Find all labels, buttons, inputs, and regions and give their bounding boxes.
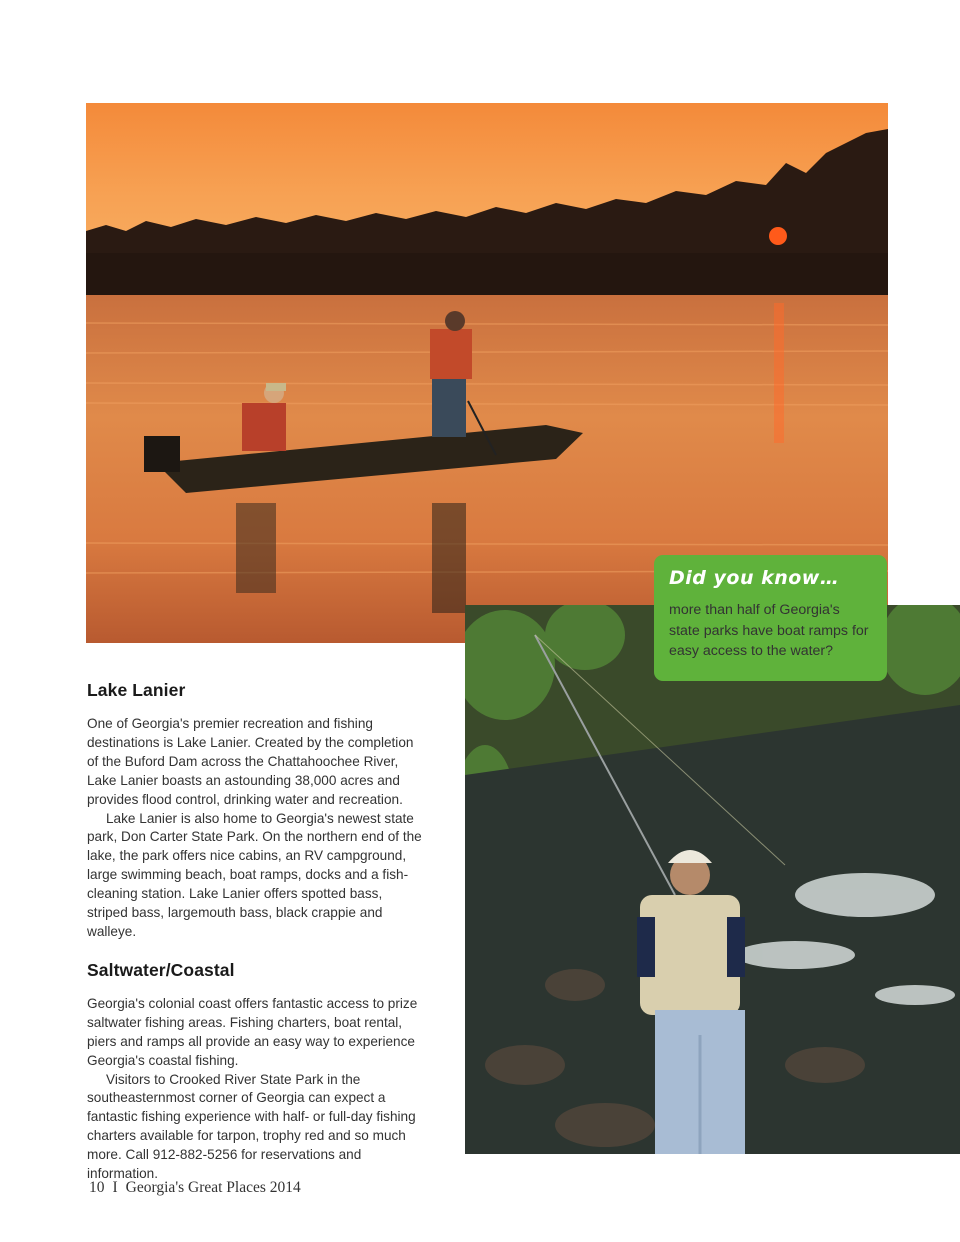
- publication-title: Georgia's Great Places 2014: [125, 1179, 301, 1196]
- stream-fly-fishing-photo: [465, 605, 960, 1154]
- stream-fly-fishing-illustration: [465, 605, 960, 1154]
- footer-separator: I: [112, 1179, 118, 1196]
- saltwater-paragraph-1: Georgia's colonial coast offers fantastic access to prize saltwater fishing areas. Fishing charters, boat rental, piers and ramps all provide an easy way to experience Georgia's coastal fishing.: [87, 995, 418, 1068]
- article-column: [87, 680, 423, 1184]
- section-heading-lake-lanier: Lake Lanier: [87, 680, 186, 700]
- callout-title: Did you know…: [669, 567, 840, 589]
- page-number: 10: [89, 1179, 105, 1196]
- lake-lanier-paragraph-1: One of Georgia's premier recreation and fishing destinations is Lake Lanier. Created by the completion of the Buford Dam across the Chattahoochee River, Lake Lanier boasts an astounding 38,000 acres and provides flood control, drinking water and recreation.: [87, 716, 414, 807]
- callout-body: more than half of Georgia's state parks have boat ramps for easy access to the water?: [669, 602, 869, 659]
- saltwater-paragraph-2: Visitors to Crooked River State Park in the southeasternmost corner of Georgia can expect a fantastic fishing experience with half- or full-day fishing charters available for tarpon, trophy red and so much more. Call 912-882-5256 for reservations and information.: [87, 1071, 416, 1182]
- section-heading-saltwater-coastal: Saltwater/Coastal: [87, 959, 235, 980]
- did-you-know-callout: [654, 555, 887, 681]
- page-footer: [89, 1179, 301, 1197]
- lake-lanier-paragraph-2: Lake Lanier is also home to Georgia's newest state park, Don Carter State Park. On the northern end of the lake, the park offers nice cabins, an RV campground, large swimming beach, boat ramps, docks and a fish-cleaning station. Lake Lanier offers spotted bass, striped bass, largemouth bass, black crappie and walleye.: [87, 810, 422, 939]
